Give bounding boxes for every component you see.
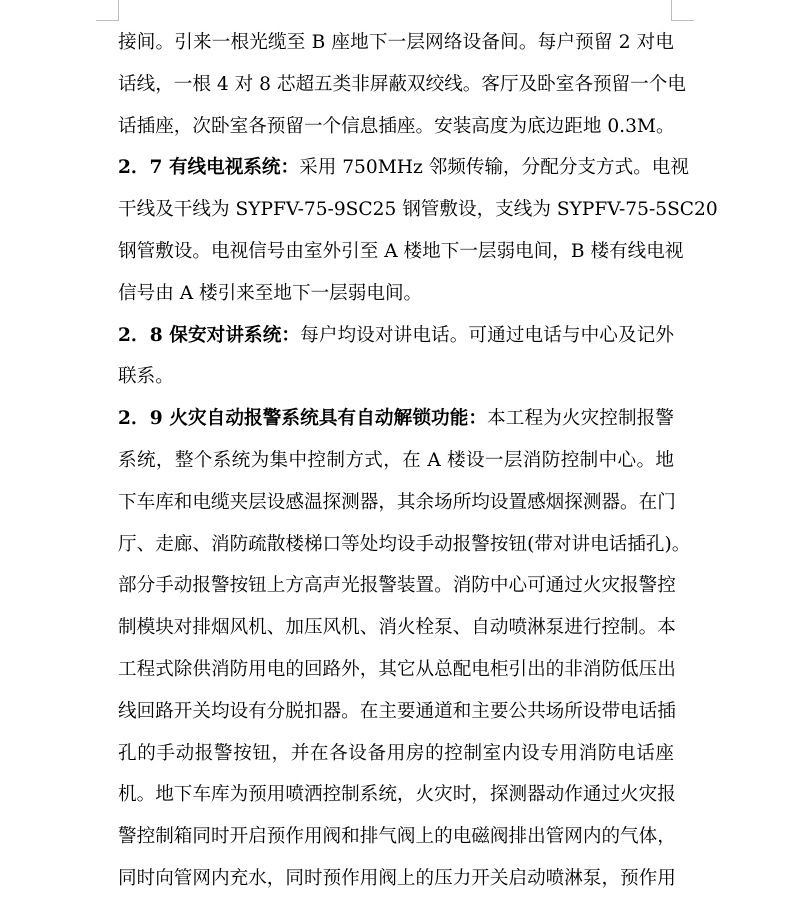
body-text-run: 系统，整个系统为集中控制方式，在 A 楼设一层消防控制中心。地 [118, 449, 674, 471]
body-text-run: 机。地下车库为预用喷洒控制系统，火灾时，探测器动作通过火灾报 [118, 784, 676, 806]
section-heading: 2．8 保安对讲系统： [118, 324, 301, 346]
body-text-run: 干线及干线为 SYPFV-75-9SC25 钢管敷设，支线为 SYPFV-75-5SC20 [118, 199, 718, 221]
text-line [118, 565, 674, 607]
text-line [118, 607, 674, 649]
body-text-run: 下车库和电缆夹层设感温探测器，其余场所均设置感烟探测器。在门 [118, 491, 676, 513]
body-text-run: 采用 750MHz 邻频传输，分配分支方式。电视 [299, 157, 689, 179]
body-text-run: 信号由 A 楼引来至地下一层弱电间。 [118, 282, 423, 304]
text-line [118, 231, 684, 273]
body-text-run: 联系。 [118, 366, 174, 388]
text-line [118, 64, 686, 106]
body-text-run: 线回路开关均设有分脱扣器。在主要通道和主要公共场所设带电话插 [118, 700, 676, 722]
crop-mark-top-left [96, 0, 119, 21]
body-text-run: 孔的手动报警按钮，并在各设备用房的控制室内设专用消防电话座 [118, 742, 674, 764]
text-line [118, 147, 689, 189]
body-text-run: 警控制箱同时开启预作用阀和排气阀上的电磁阀排出管网内的气体， [118, 826, 676, 848]
body-text-run: 接间。引来一根光缆至 B 座地下一层网络设备间。每户预留 2 对电 [118, 32, 674, 53]
body-text-run: 钢管敷设。电视信号由室外引至 A 楼地下一层弱电间，B 楼有线电视 [118, 240, 684, 262]
text-line [118, 315, 674, 357]
body-text-run: 工程式除供消防用电的回路外，其它从总配电柜引出的非消防低压出 [118, 658, 676, 680]
section-heading: 2．9 火灾自动报警系统具有自动解锁功能： [118, 408, 488, 430]
text-line [118, 858, 674, 900]
body-text-run: 话线，一根 4 对 8 芯超五类非屏蔽双绞线。客厅及卧室各预留一个电 [118, 73, 686, 95]
body-text-run: 话插座，次卧室各预留一个信息插座。安装高度为底边距地 0.3M。 [118, 115, 675, 137]
document-body [118, 22, 718, 900]
text-line [118, 524, 691, 566]
text-line [118, 106, 674, 148]
body-text-run: 厅、走廊、消防疏散楼梯口等处均设手动报警按钮(带对讲电话插孔)。 [118, 533, 691, 555]
body-text-run: 部分手动报警按钮上方高声光报警装置。消防中心可通过火灾报警控 [118, 575, 676, 597]
crop-mark-top-right [671, 0, 694, 21]
body-text-run: 本工程为火灾控制报警 [487, 408, 674, 430]
text-line [118, 189, 718, 231]
text-line [118, 22, 674, 64]
body-text-run: 同时向管网内充水，同时预作用阀上的压力开关启动喷淋泵，预作用 [118, 867, 676, 889]
section-heading: 2．7 有线电视系统： [118, 157, 300, 179]
text-line [118, 482, 674, 524]
text-line [118, 440, 674, 482]
text-line [118, 356, 674, 398]
text-line [118, 774, 674, 816]
body-text-run: 每户均设对讲电话。可通过电话与中心及记外 [300, 324, 674, 346]
text-line [118, 816, 674, 858]
text-line [118, 398, 674, 440]
text-line [118, 273, 674, 315]
body-text-run: 制模块对排烟风机、加压风机、消火栓泵、自动喷淋泵进行控制。本 [118, 617, 676, 639]
text-line [118, 691, 674, 733]
text-line [118, 733, 674, 775]
text-line [118, 649, 674, 691]
